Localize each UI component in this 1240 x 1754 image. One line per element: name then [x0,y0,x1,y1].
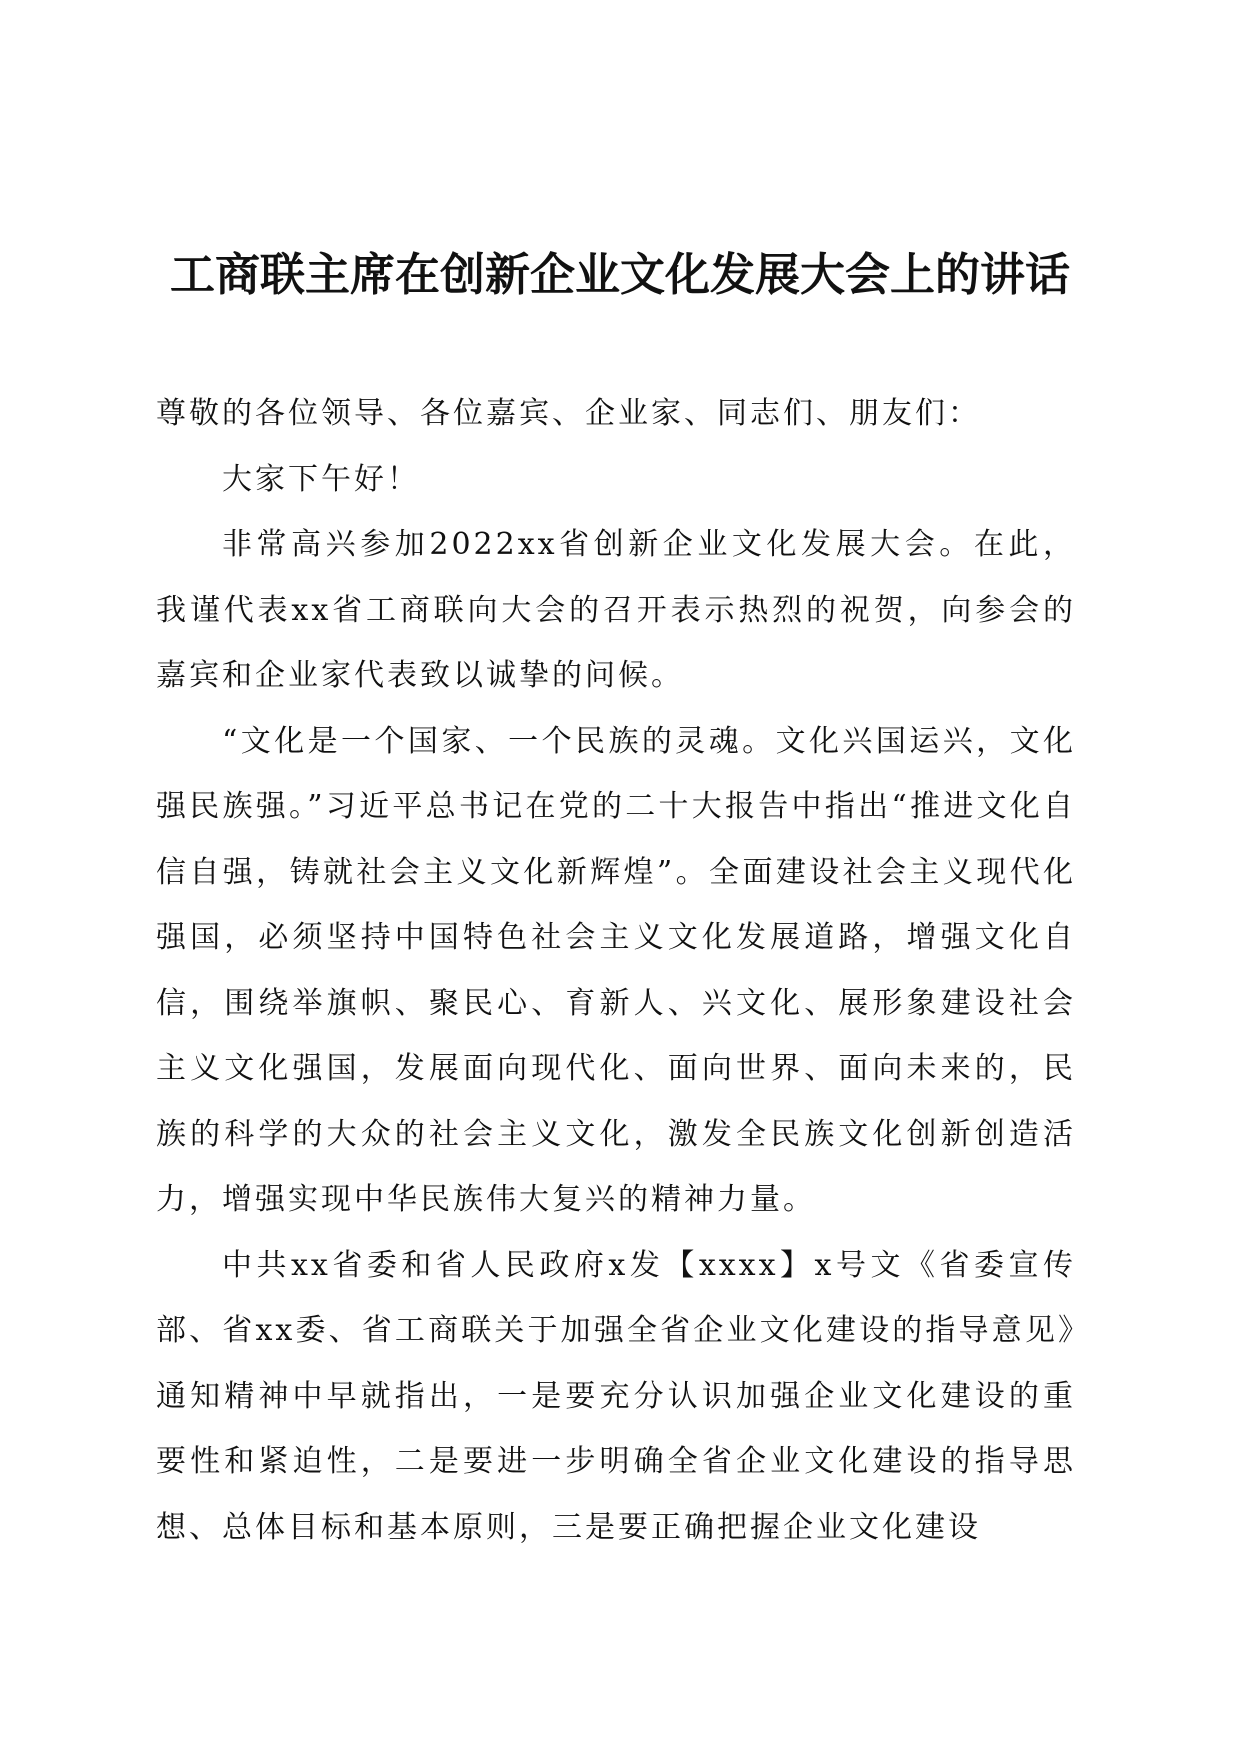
salutation: 尊敬的各位领导、各位嘉宾、企业家、同志们、朋友们： [156,396,981,431]
document-body [156,381,1076,1560]
document-title: 工商联主席在创新企业文化发展大会上的讲话 [169,248,1070,301]
paragraph-greeting: 大家下午好！ [222,461,420,497]
paragraph-guidance: 中共xx省委和省人民政府x发【xxxx】x号文《省委宣传部、省xx委、省工商联关于加强全省企业文化建设的指导意见》通知精神中早就指出，一是要充分认识加强企业文化建设的重要性和紧迫性，二是要进一步明确全省企业文化建设的指导思想、总体目标和基本原则，三是要正确把握企业文化建设 [156,1247,1076,1545]
paragraph-culture: “文化是一个国家、一个民族的灵魂。文化兴国运兴，文化强民族强。”习近平总书记在党的二十大报告中指出“推进文化自信自强，铸就社会主义文化新辉煌”。全面建设社会主义现代化强国，必须坚持中国特色社会主义文化发展道路，增强文化自信，围绕举旗帜、聚民心、育新人、兴文化、展形象建设社会主义文化强国，发展面向现代化、面向世界、面向未来的，民族的科学的大众的社会主义文化，激发全民族文化创新创造活力，增强实现中华民族伟大复兴的精神力量。 [156,723,1076,1217]
paragraph-congratulations: 非常高兴参加2022xx省创新企业文化发展大会。在此，我谨代表xx省工商联向大会的召开表示热烈的祝贺，向参会的嘉宾和企业家代表致以诚挚的问候。 [156,527,1076,693]
